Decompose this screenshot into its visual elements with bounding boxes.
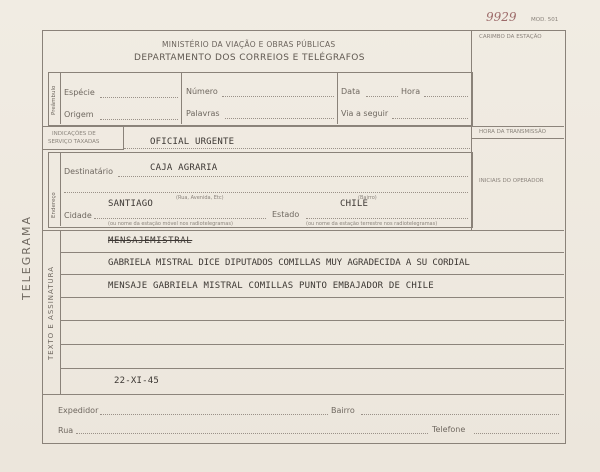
bairro-label: Bairro xyxy=(331,406,355,415)
department-title: DEPARTAMENTO DOS CORREIOS E TELÉGRAFOS xyxy=(134,53,365,63)
text-line-1 xyxy=(60,252,564,253)
note-station-right: (ou nome da estação terrestre nos radiotelegramas) xyxy=(306,221,438,227)
numero-field[interactable] xyxy=(222,96,334,97)
address-label: Endereço xyxy=(51,192,57,218)
text-line-3 xyxy=(60,297,564,298)
expedidor-label: Expedidor xyxy=(58,406,99,415)
message-line-1: GABRIELA MISTRAL DICE DIPUTADOS COMILLAS MUY AGRADECIDA A SU CORDIAL xyxy=(108,258,470,268)
preamble-divider xyxy=(60,72,61,124)
note-station-left: (ou nome da estação móvel nos radiotelegramas) xyxy=(108,221,233,227)
text-line-5 xyxy=(60,344,564,345)
service-indication-line xyxy=(124,148,470,149)
form-model: MOD. 501 xyxy=(531,17,559,23)
text-line-6 xyxy=(60,368,564,369)
operator-label: INICIAIS DO OPERADOR xyxy=(479,178,544,184)
especie-label: Espécie xyxy=(64,88,95,97)
hora-field[interactable] xyxy=(424,96,468,97)
taxed-label-1: INDICAÇÕES DE xyxy=(52,131,96,137)
preamble-label: Preâmbulo xyxy=(51,85,57,115)
data-field[interactable] xyxy=(366,96,398,97)
especie-field[interactable] xyxy=(100,97,178,98)
cidade-field[interactable] xyxy=(94,218,266,219)
hora-label: Hora xyxy=(401,87,421,96)
bairro-field[interactable] xyxy=(361,414,559,415)
text-area-top-line xyxy=(42,230,564,231)
taxed-label-2: SERVIÇO TAXADAS xyxy=(48,139,100,145)
text-line-4 xyxy=(60,320,564,321)
struck-line: MENSAJEMISTRAL xyxy=(108,236,193,246)
destinatario-value: CAJA AGRARIA xyxy=(150,163,218,173)
text-line-2 xyxy=(60,274,564,275)
text-area-bottom-line xyxy=(42,394,564,395)
text-area-divider xyxy=(60,230,61,394)
telefone-field[interactable] xyxy=(474,433,559,434)
palavras-label: Palavras xyxy=(186,109,220,118)
numero-label: Número xyxy=(186,87,218,96)
note-bairro: (Bairro) xyxy=(358,195,377,201)
rua-field[interactable] xyxy=(76,433,428,434)
estado-value: CHILE xyxy=(340,199,369,209)
origem-field[interactable] xyxy=(100,119,178,120)
origem-label: Origem xyxy=(64,110,94,119)
via-field[interactable] xyxy=(392,118,468,119)
message-line-2: MENSAJE GABRIELA MISTRAL COMILLAS PUNTO EMBAJADOR DE CHILE xyxy=(108,281,434,291)
address-divider xyxy=(60,152,61,226)
transmission-line xyxy=(471,138,564,139)
text-signature-label: TEXTO E ASSINATURA xyxy=(47,265,55,360)
address-street-field[interactable] xyxy=(64,192,468,193)
expedidor-field[interactable] xyxy=(100,414,328,415)
estado-label: Estado xyxy=(272,210,300,219)
data-label: Data xyxy=(341,87,361,96)
archive-number: 9929 xyxy=(486,10,517,24)
transmission-label: HORA DA TRANSMISSÃO xyxy=(479,129,546,135)
via-label: Via a seguir xyxy=(341,109,389,118)
service-indications-box xyxy=(42,126,124,150)
rua-label: Rua xyxy=(58,426,74,435)
cidade-value: SANTIAGO xyxy=(108,199,153,209)
palavras-field[interactable] xyxy=(225,118,334,119)
preamble-col-divider-1 xyxy=(181,72,182,124)
address-box xyxy=(48,152,473,228)
stamp-area-label: CARIMBO DA ESTAÇÃO xyxy=(479,34,542,40)
ministry-title: MINISTÉRIO DA VIAÇÃO E OBRAS PÚBLICAS xyxy=(162,40,336,49)
message-date: 22-XI-45 xyxy=(114,376,159,386)
cidade-label: Cidade xyxy=(64,211,92,220)
destinatario-label: Destinatário xyxy=(64,167,114,176)
note-rua: (Rua, Avenida, Etc) xyxy=(176,195,224,201)
estado-field[interactable] xyxy=(306,218,468,219)
service-indication-value: OFICIAL URGENTE xyxy=(150,137,235,147)
preamble-col-divider-2 xyxy=(337,72,338,124)
destinatario-field[interactable] xyxy=(118,176,468,177)
telefone-label: Telefone xyxy=(432,425,466,434)
telegram-side-label: TELEGRAMA xyxy=(20,214,33,300)
